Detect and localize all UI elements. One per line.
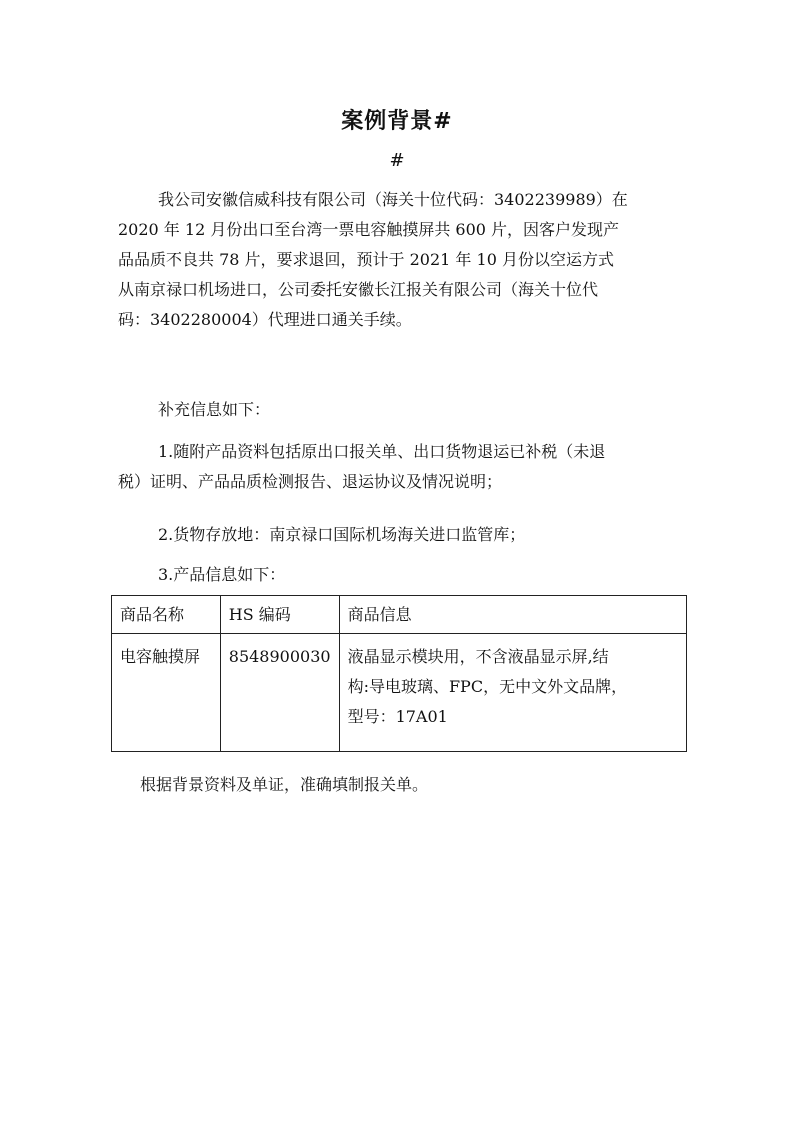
item-2: 2.货物存放地：南京禄口国际机场海关进口监管库； (158, 525, 526, 544)
product-info-line: 构:导电玻璃、FPC，无中文外文品牌， (347, 677, 628, 696)
table-header-row (112, 596, 687, 634)
item-1-paragraph (118, 437, 690, 497)
product-table (111, 595, 687, 752)
cell-product-info (339, 634, 686, 752)
hash-line: # (389, 150, 405, 171)
product-info-line: 液晶显示模块用，不含液晶显示屏,结 (347, 647, 609, 666)
item-1-line: 1.随附产品资料包括原出口报关单、出口货物退运已补税（未退 (158, 442, 606, 461)
intro-line: 码：3402280004）代理进口通关手续。 (118, 310, 412, 329)
cell-product-name: 电容触摸屏 (112, 634, 221, 752)
supplement-heading: 补充信息如下： (158, 400, 271, 419)
header-product-info: 商品信息 (339, 596, 686, 634)
intro-line: 品品质不良共 78 片，要求退回，预计于 2021 年 10 月份以空运方式 (118, 250, 614, 269)
intro-line: 从南京禄口机场进口，公司委托安徽长江报关有限公司（海关十位代 (118, 280, 599, 299)
cell-hs-code: 8548900030 (220, 634, 339, 752)
page-title: 案例背景# (341, 109, 453, 134)
product-info-line: 型号：17A01 (347, 707, 448, 726)
header-hs-code: HS 编码 (220, 596, 339, 634)
closing-instruction: 根据背景资料及单证，准确填制报关单。 (140, 775, 429, 794)
item-1-line: 税）证明、产品品质检测报告、退运协议及情况说明； (118, 472, 503, 491)
item-3: 3.产品信息如下： (158, 565, 286, 584)
intro-line: 我公司安徽信威科技有限公司（海关十位代码：3402239989）在 (158, 190, 628, 209)
intro-paragraph (118, 185, 690, 335)
table-row (112, 634, 687, 752)
intro-line: 2020 年 12 月份出口至台湾一票电容触摸屏共 600 片，因客户发现产 (118, 220, 620, 239)
header-product-name: 商品名称 (112, 596, 221, 634)
